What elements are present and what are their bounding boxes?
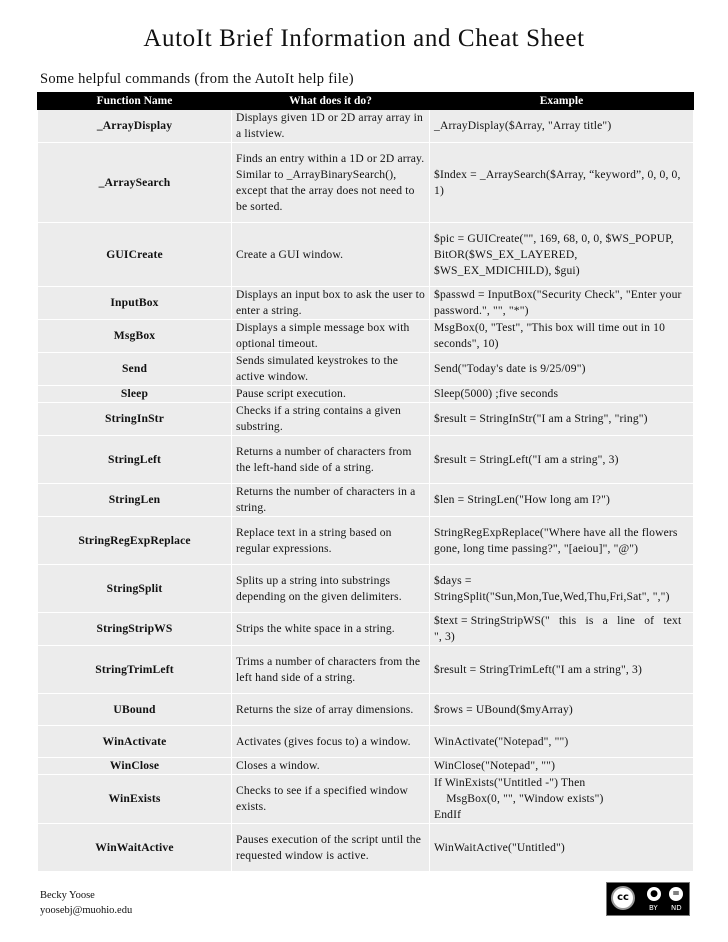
example-cell: $passwd = InputBox("Security Check", "Enter your password.", "", "*") (430, 287, 694, 320)
description-cell: Pauses execution of the script until the requested window is active. (232, 824, 430, 872)
example-cell: MsgBox(0, "Test", "This box will time out in 10 seconds", 10) (430, 320, 694, 353)
by-label: BY (649, 904, 658, 912)
example-cell: $len = StringLen("How long am I?") (430, 484, 694, 517)
function-name-cell: StringInStr (38, 403, 232, 436)
description-cell: Returns the number of characters in a string. (232, 484, 430, 517)
author-name: Becky Yoose (40, 890, 95, 901)
function-name-cell: MsgBox (38, 320, 232, 353)
table-row (38, 386, 694, 403)
function-name-cell: StringStripWS (38, 613, 232, 646)
example-cell: $Index = _ArraySearch($Array, “keyword”, 0, 0, 0, 1) (430, 143, 694, 223)
function-name-cell: Send (38, 353, 232, 386)
description-cell: Activates (gives focus to) a window. (232, 726, 430, 758)
table-row (38, 320, 694, 353)
description-cell: Strips the white space in a string. (232, 613, 430, 646)
description-cell: Pause script execution. (232, 386, 430, 403)
nd-label: ND (671, 904, 682, 912)
example-cell: _ArrayDisplay($Array, "Array title") (430, 110, 694, 143)
author-info (40, 888, 132, 918)
table-header-row (38, 93, 694, 110)
table-row (38, 403, 694, 436)
table-row (38, 758, 694, 775)
creative-commons-by-nd-icon (606, 882, 690, 916)
example-cell: $text = StringStripWS(" this is a line of text ", 3) (430, 613, 694, 646)
description-cell: Closes a window. (232, 758, 430, 775)
example-cell: $pic = GUICreate("", 169, 68, 0, 0, $WS_POPUP, BitOR($WS_EX_LAYERED, $WS_EX_MDICHILD), $gui) (430, 223, 694, 287)
description-cell: Create a GUI window. (232, 223, 430, 287)
example-cell: Sleep(5000) ;five seconds (430, 386, 694, 403)
function-name-cell: InputBox (38, 287, 232, 320)
cheat-sheet-table (37, 92, 694, 872)
function-name-cell: StringRegExpReplace (38, 517, 232, 565)
function-name-cell: StringSplit (38, 565, 232, 613)
description-cell: Displays an input box to ask the user to enter a string. (232, 287, 430, 320)
description-cell: Checks to see if a specified window exists. (232, 775, 430, 824)
function-name-cell: GUICreate (38, 223, 232, 287)
description-cell: Finds an entry within a 1D or 2D array. Similar to _ArrayBinarySearch(), except that the array does not need to be sorted. (232, 143, 430, 223)
table-row (38, 143, 694, 223)
function-name-cell: _ArrayDisplay (38, 110, 232, 143)
author-email: yoosebj@muohio.edu (40, 905, 133, 916)
example-cell: If WinExists("Untitled -") Then MsgBox(0, "", "Window exists") EndIf (430, 775, 694, 824)
table-row (38, 287, 694, 320)
table-row (38, 565, 694, 613)
example-cell: WinActivate("Notepad", "") (430, 726, 694, 758)
description-cell: Replace text in a string based on regular expressions. (232, 517, 430, 565)
description-cell: Sends simulated keystrokes to the active window. (232, 353, 430, 386)
example-cell: WinWaitActive("Untitled") (430, 824, 694, 872)
example-cell: $result = StringLeft("I am a string", 3) (430, 436, 694, 484)
function-name-cell: WinActivate (38, 726, 232, 758)
table-row (38, 646, 694, 694)
table-row (38, 613, 694, 646)
header-function-name: Function Name (38, 93, 232, 110)
header-description: What does it do? (232, 93, 430, 110)
function-name-cell: UBound (38, 694, 232, 726)
table-row (38, 484, 694, 517)
function-name-cell: StringLeft (38, 436, 232, 484)
description-cell: Splits up a string into substrings depending on the given delimiters. (232, 565, 430, 613)
function-name-cell: _ArraySearch (38, 143, 232, 223)
example-cell: Send("Today's date is 9/25/09") (430, 353, 694, 386)
table-row (38, 517, 694, 565)
cc-icon: cc (611, 886, 635, 910)
example-cell: $rows = UBound($myArray) (430, 694, 694, 726)
function-name-cell: StringTrimLeft (38, 646, 232, 694)
no-derivatives-icon: = (669, 887, 683, 901)
page-title: AutoIt Brief Information and Cheat Sheet (143, 25, 585, 52)
example-cell: $days = StringSplit("Sun,Mon,Tue,Wed,Thu,Fri,Sat", ",") (430, 565, 694, 613)
table-row (38, 694, 694, 726)
function-name-cell: Sleep (38, 386, 232, 403)
description-cell: Trims a number of characters from the left hand side of a string. (232, 646, 430, 694)
example-cell: WinClose("Notepad", "") (430, 758, 694, 775)
function-name-cell: WinWaitActive (38, 824, 232, 872)
table-row (38, 353, 694, 386)
description-cell: Displays given 1D or 2D array array in a listview. (232, 110, 430, 143)
table-row (38, 436, 694, 484)
description-cell: Returns a number of characters from the left-hand side of a string. (232, 436, 430, 484)
description-cell: Displays a simple message box with optional timeout. (232, 320, 430, 353)
function-name-cell: WinExists (38, 775, 232, 824)
example-cell: $result = StringInStr("I am a String", "ring") (430, 403, 694, 436)
section-subtitle: Some helpful commands (from the AutoIt help file) (40, 71, 354, 87)
description-cell: Checks if a string contains a given substring. (232, 403, 430, 436)
function-name-cell: StringLen (38, 484, 232, 517)
table-row (38, 726, 694, 758)
description-cell: Returns the size of array dimensions. (232, 694, 430, 726)
table-row (38, 223, 694, 287)
example-cell: $result = StringTrimLeft("I am a string", 3) (430, 646, 694, 694)
function-name-cell: WinClose (38, 758, 232, 775)
table-row (38, 824, 694, 872)
example-cell: StringRegExpReplace("Where have all the flowers gone, long time passing?", "[aeiou]", "@") (430, 517, 694, 565)
header-example: Example (430, 93, 694, 110)
attribution-icon: ● (647, 887, 661, 901)
table-row (38, 775, 694, 824)
table-row (38, 110, 694, 143)
